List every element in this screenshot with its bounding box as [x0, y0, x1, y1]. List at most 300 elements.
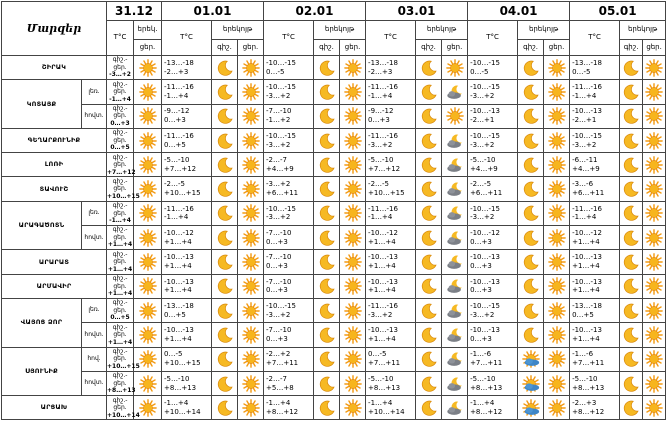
weather-icon-cell [620, 56, 643, 80]
sun-icon [139, 253, 157, 271]
weather-icon-cell [314, 250, 340, 274]
day-night-label: գիշ.- ցեր. 0…+5 [107, 128, 134, 152]
moon-icon [318, 180, 336, 198]
temp-range: -2…-7 +4…+9 [264, 153, 314, 177]
temp-range: -11…-16 -1…+4 [162, 201, 212, 225]
sun-icon [242, 326, 260, 344]
weather-icon-cell [643, 396, 666, 420]
temp-range: -2…-7 +5…+8 [264, 371, 314, 395]
region-name: ԱՐԱԳԱԾՈՏՆ [2, 201, 82, 250]
sun-icon [548, 253, 566, 271]
weather-icon-cell [643, 201, 666, 225]
weather-icon-cell [238, 298, 264, 322]
moon-icon [318, 132, 336, 150]
cloud-icon [446, 180, 464, 198]
day-header: ցեր. [442, 40, 468, 56]
moon-icon [216, 375, 234, 393]
weather-icon-cell [134, 347, 162, 371]
table-row [2, 347, 666, 371]
weather-icon-cell [620, 347, 643, 371]
sun-icon [548, 180, 566, 198]
temp-range: -10…-12 0…+3 [468, 226, 518, 250]
moon-icon [318, 253, 336, 271]
temp-range: -11…-16 -1…+4 [570, 201, 620, 225]
sun-icon [139, 375, 157, 393]
subregion-name: հովտ. [82, 371, 107, 395]
evening-header: երեկոյթ [620, 21, 666, 40]
weather-icon-cell [212, 396, 238, 420]
table-row [2, 298, 666, 322]
weather-icon-cell [643, 323, 666, 347]
sun-icon [242, 399, 260, 417]
weather-icon-cell [518, 323, 544, 347]
temp-range: -5…-10 +7…+12 [162, 153, 212, 177]
weather-icon-cell [314, 226, 340, 250]
day-night-label: գիշ.- ցեր. +1…+4 [107, 275, 133, 298]
weather-icon-cell [340, 226, 366, 250]
date-header: 01.01 [162, 2, 264, 21]
temp-header: T°C [107, 21, 134, 56]
weather-icon-cell [416, 226, 442, 250]
weather-icon-cell [314, 274, 340, 298]
moon-icon [216, 326, 234, 344]
sun-icon [548, 156, 566, 174]
date-header: 04.01 [468, 2, 570, 21]
temp-range: -5…-10 +8…+13 [570, 371, 620, 395]
cloud-icon [446, 132, 464, 150]
weather-icon-cell [416, 177, 442, 201]
weather-icon-cell [314, 80, 340, 104]
weather-icon-cell [238, 347, 264, 371]
weather-icon-cell [238, 371, 264, 395]
weather-icon-cell [212, 80, 238, 104]
sun-icon [645, 132, 663, 150]
weather-icon-cell [442, 153, 468, 177]
temp-range: -5…-10 +8…+13 [468, 371, 518, 395]
weather-icon-cell [416, 396, 442, 420]
weather-icon-cell [416, 104, 442, 128]
cloud-icon [446, 83, 464, 101]
temp-range: -10…-15 0…-5 [468, 56, 518, 80]
weather-icon-cell [544, 274, 570, 298]
temp-range: -10…-13 +1…+4 [570, 274, 620, 298]
weather-icon-cell [544, 323, 570, 347]
moon-icon [420, 204, 438, 222]
temp-range: -11…-16 0…+5 [162, 128, 212, 152]
sun-icon [139, 156, 157, 174]
weather-icon-cell [643, 56, 666, 80]
moon-icon [318, 277, 336, 295]
moon-icon [318, 302, 336, 320]
weather-icon-cell [212, 371, 238, 395]
moon-icon [318, 375, 336, 393]
moon-icon [216, 277, 234, 295]
sun-icon [139, 277, 157, 295]
sun-icon [446, 59, 464, 77]
moon-icon [216, 107, 234, 125]
temp-header: T°C [162, 21, 212, 56]
weather-icon-cell [442, 56, 468, 80]
weather-icon-cell [238, 226, 264, 250]
weather-icon-cell [442, 226, 468, 250]
day-header: ցեր. [544, 40, 570, 56]
weather-icon-cell [416, 371, 442, 395]
weather-icon-cell [620, 323, 643, 347]
weather-icon-cell [212, 153, 238, 177]
sun-icon [645, 375, 663, 393]
region-name: ԱՐԱՐԱՏ [2, 250, 107, 274]
subregion-name: լեռ. [82, 201, 107, 225]
moon-icon [622, 350, 640, 368]
weather-icon-cell [518, 226, 544, 250]
weather-icon-cell [544, 128, 570, 152]
sun-icon [645, 204, 663, 222]
weather-icon-cell [340, 323, 366, 347]
weather-icon-cell [314, 371, 340, 395]
moon-icon [622, 132, 640, 150]
sun-icon [344, 277, 362, 295]
sun-icon [242, 229, 260, 247]
region-name: ԱՐՄԱՎԻՐ [2, 274, 107, 298]
sun-icon [344, 156, 362, 174]
moon-icon [420, 156, 438, 174]
temp-range: -10…-13 +1…+4 [162, 323, 212, 347]
weather-icon-cell [620, 396, 643, 420]
moon-icon [420, 277, 438, 295]
moon-icon [622, 253, 640, 271]
temp-range: -10…-13 +1…+4 [570, 250, 620, 274]
day-night-label: գիշ.- ցեր. +10…+15 [107, 347, 140, 370]
sun-icon [645, 107, 663, 125]
temp-range: -1…-6 +7…+11 [570, 347, 620, 371]
table-row [2, 56, 666, 80]
moon-icon [622, 277, 640, 295]
weather-icon-cell [238, 128, 264, 152]
moon-icon [420, 83, 438, 101]
table-row [2, 104, 666, 128]
evening-header: երեկոյթ [212, 21, 264, 40]
weather-icon-cell [442, 177, 468, 201]
sun-icon [548, 204, 566, 222]
weather-icon-cell [340, 80, 366, 104]
temp-range: -10…-12 +1…+4 [366, 226, 416, 250]
weather-icon-cell [544, 371, 570, 395]
weather-icon-cell [340, 153, 366, 177]
weather-icon-cell [134, 371, 162, 395]
sun-icon [139, 107, 157, 125]
weather-icon-cell [442, 201, 468, 225]
region-name: ԳԵՂԱՐՔՈՒՆԻՔ [2, 128, 107, 152]
weather-icon-cell [620, 371, 643, 395]
weather-icon-cell [416, 250, 442, 274]
weather-icon-cell [212, 226, 238, 250]
weather-icon-cell [238, 177, 264, 201]
evening-header: երեկոյթ [314, 21, 366, 40]
temp-range: -6…-11 +4…+9 [570, 153, 620, 177]
weather-icon-cell [518, 104, 544, 128]
weather-icon-cell [544, 250, 570, 274]
sun-icon [139, 350, 157, 368]
weather-icon-cell [643, 298, 666, 322]
moon-icon [318, 83, 336, 101]
weather-icon-cell [643, 177, 666, 201]
weather-icon-cell [212, 274, 238, 298]
moon-icon [522, 107, 540, 125]
weather-icon-cell [620, 153, 643, 177]
weather-icon-cell [212, 104, 238, 128]
suncloud-icon [522, 399, 540, 417]
sun-icon [344, 302, 362, 320]
temp-range: -3…-6 +6…+11 [570, 177, 620, 201]
sun-icon [344, 107, 362, 125]
temp-header: T°C [366, 21, 416, 56]
sun-icon [548, 375, 566, 393]
moon-icon [522, 83, 540, 101]
weather-icon-cell [212, 250, 238, 274]
weather-icon-cell [314, 153, 340, 177]
temp-range: -10…-13 +1…+4 [366, 274, 416, 298]
sun-icon [344, 180, 362, 198]
subregion-name: հով. [82, 347, 107, 371]
sun-icon [139, 326, 157, 344]
weather-icon-cell [340, 56, 366, 80]
moon-icon [216, 302, 234, 320]
sun-icon [548, 326, 566, 344]
weather-icon-cell [134, 274, 162, 298]
moon-icon [522, 132, 540, 150]
weather-icon-cell [416, 201, 442, 225]
weather-icon-cell [544, 298, 570, 322]
moon-icon [420, 375, 438, 393]
date-header: 02.01 [264, 2, 366, 21]
weather-icon-cell [643, 80, 666, 104]
sun-icon [548, 132, 566, 150]
weather-icon-cell [238, 56, 264, 80]
table-body [2, 56, 666, 420]
temp-range: -2…-5 +10…+15 [162, 177, 212, 201]
moon-icon [216, 156, 234, 174]
temp-range: -7…-10 0…+3 [264, 274, 314, 298]
weather-icon-cell [442, 347, 468, 371]
moon-icon [420, 350, 438, 368]
temp-range: -10…-12 +1…+4 [162, 226, 212, 250]
temp-range: -5…-10 +8…+13 [162, 371, 212, 395]
night-header: գիշ. [416, 40, 442, 56]
moon-icon [318, 326, 336, 344]
weather-icon-cell [544, 153, 570, 177]
weather-icon-cell [442, 371, 468, 395]
evening-header: երեկ. [134, 21, 162, 40]
temp-range: -1…-6 +7…+11 [468, 347, 518, 371]
weather-icon-cell [544, 80, 570, 104]
moon-icon [622, 302, 640, 320]
day-night-label: գիշ.- ցեր. +1…+4 [107, 250, 133, 273]
moon-icon [622, 229, 640, 247]
sun-icon [242, 277, 260, 295]
temp-range: -2…-5 +10…+15 [366, 177, 416, 201]
temp-header: T°C [264, 21, 314, 56]
moon-icon [216, 132, 234, 150]
moon-icon [216, 350, 234, 368]
temp-range: -10…-15 -3…+2 [468, 201, 518, 225]
weather-icon-cell [416, 323, 442, 347]
weather-icon-cell [643, 347, 666, 371]
night-header: գիշ. [518, 40, 544, 56]
weather-icon-cell [620, 104, 643, 128]
temp-range: -2…+2 +7…+11 [264, 347, 314, 371]
moon-icon [522, 302, 540, 320]
weather-icon-cell [212, 128, 238, 152]
temp-header: T°C [468, 21, 518, 56]
region-name: ՎԱՅՈՑ ՁՈՐ [2, 298, 82, 347]
cloud-icon [446, 399, 464, 417]
weather-icon-cell [518, 56, 544, 80]
evening-header: երեկոյթ [518, 21, 570, 40]
temp-range: -2…+3 +8…+12 [570, 396, 620, 420]
moon-icon [420, 59, 438, 77]
cloud-icon [446, 277, 464, 295]
weather-icon-cell [518, 80, 544, 104]
weather-icon-cell [544, 226, 570, 250]
weather-icon-cell [416, 128, 442, 152]
sun-icon [242, 375, 260, 393]
moon-icon [622, 156, 640, 174]
sun-icon [344, 229, 362, 247]
weather-icon-cell [442, 128, 468, 152]
weather-icon-cell [340, 177, 366, 201]
moon-icon [318, 229, 336, 247]
moon-icon [216, 180, 234, 198]
table-header [2, 2, 666, 56]
weather-icon-cell [442, 80, 468, 104]
sun-icon [242, 59, 260, 77]
region-name: ԱՐՑԱԽ [2, 396, 107, 420]
temp-range: -5…-10 +4…+9 [468, 153, 518, 177]
weather-icon-cell [416, 80, 442, 104]
moon-icon [622, 107, 640, 125]
weather-icon-cell [134, 250, 162, 274]
temp-range: -10…-13 +1…+4 [162, 250, 212, 274]
moon-icon [622, 204, 640, 222]
table-row [2, 274, 666, 298]
sun-icon [242, 132, 260, 150]
day-header: ցեր. [134, 40, 162, 56]
weather-icon-cell [340, 298, 366, 322]
temp-range: -10…-15 -3…+2 [468, 80, 518, 104]
weather-icon-cell [314, 177, 340, 201]
moon-icon [420, 229, 438, 247]
temp-range: -10…-15 0…-5 [264, 56, 314, 80]
temp-range: -10…-13 0…+3 [468, 323, 518, 347]
subregion-name: հովտ. [82, 323, 107, 347]
weather-icon-cell [134, 56, 162, 80]
sun-icon [548, 229, 566, 247]
moon-icon [522, 229, 540, 247]
sun-icon [645, 350, 663, 368]
weather-icon-cell [620, 128, 643, 152]
weather-icon-cell [620, 250, 643, 274]
sun-icon [645, 180, 663, 198]
moon-icon [420, 302, 438, 320]
weather-icon-cell [544, 396, 570, 420]
weather-icon-cell [643, 153, 666, 177]
weather-icon-cell [544, 347, 570, 371]
moon-icon [522, 277, 540, 295]
weather-icon-cell [340, 250, 366, 274]
moon-icon [622, 59, 640, 77]
temp-range: -7…-10 0…+3 [264, 226, 314, 250]
sun-icon [139, 399, 157, 417]
weather-icon-cell [238, 396, 264, 420]
temp-range: -11…-16 -3…+2 [366, 298, 416, 322]
day-night-label: գիշ.- ցեր. +10…+15 [107, 177, 140, 200]
table-row [2, 177, 666, 201]
region-header: Մարզեր [2, 2, 107, 56]
moon-icon [216, 204, 234, 222]
moon-icon [622, 399, 640, 417]
region-name: ԿՈՏԱՅՔ [2, 80, 82, 129]
moon-icon [522, 59, 540, 77]
weather-icon-cell [620, 226, 643, 250]
weather-icon-cell [643, 371, 666, 395]
moon-icon [318, 107, 336, 125]
night-header: գիշ. [620, 40, 643, 56]
temp-range: -11…-16 -1…+4 [366, 201, 416, 225]
weather-icon-cell [518, 347, 544, 371]
subregion-name: լեռ. [82, 80, 107, 104]
weather-icon-cell [212, 347, 238, 371]
weather-icon-cell [518, 128, 544, 152]
region-name: ՇԻՐԱԿ [2, 56, 107, 80]
temp-range: 0…-5 +10…+15 [162, 347, 212, 371]
moon-icon [622, 83, 640, 101]
sun-icon [344, 253, 362, 271]
moon-icon [522, 180, 540, 198]
weather-icon-cell [442, 298, 468, 322]
day-header: ցեր. [238, 40, 264, 56]
weather-icon-cell [643, 226, 666, 250]
sun-icon [645, 302, 663, 320]
moon-icon [318, 204, 336, 222]
weather-icon-cell [212, 298, 238, 322]
weather-icon-cell [416, 298, 442, 322]
weather-icon-cell [643, 128, 666, 152]
day-night-label: գիշ.- ցեր. 0…+3 [107, 104, 134, 128]
sun-icon [242, 302, 260, 320]
sun-icon [548, 350, 566, 368]
weather-icon-cell [442, 323, 468, 347]
weather-icon-cell [340, 201, 366, 225]
weather-icon-cell [518, 396, 544, 420]
weather-icon-cell [314, 347, 340, 371]
weather-icon-cell [416, 347, 442, 371]
cloud-icon [446, 204, 464, 222]
weather-icon-cell [518, 201, 544, 225]
sun-icon [645, 59, 663, 77]
sun-icon [645, 253, 663, 271]
weather-forecast-table [1, 1, 666, 420]
moon-icon [522, 204, 540, 222]
temp-range: -10…-15 -3…+2 [264, 80, 314, 104]
moon-icon [420, 107, 438, 125]
temp-range: -10…-13 -2…+1 [570, 104, 620, 128]
temp-range: -13…-18 0…-5 [570, 56, 620, 80]
weather-icon-cell [340, 104, 366, 128]
sun-icon [242, 156, 260, 174]
day-header: ցեր. [340, 40, 366, 56]
moon-icon [420, 326, 438, 344]
moon-icon [216, 59, 234, 77]
